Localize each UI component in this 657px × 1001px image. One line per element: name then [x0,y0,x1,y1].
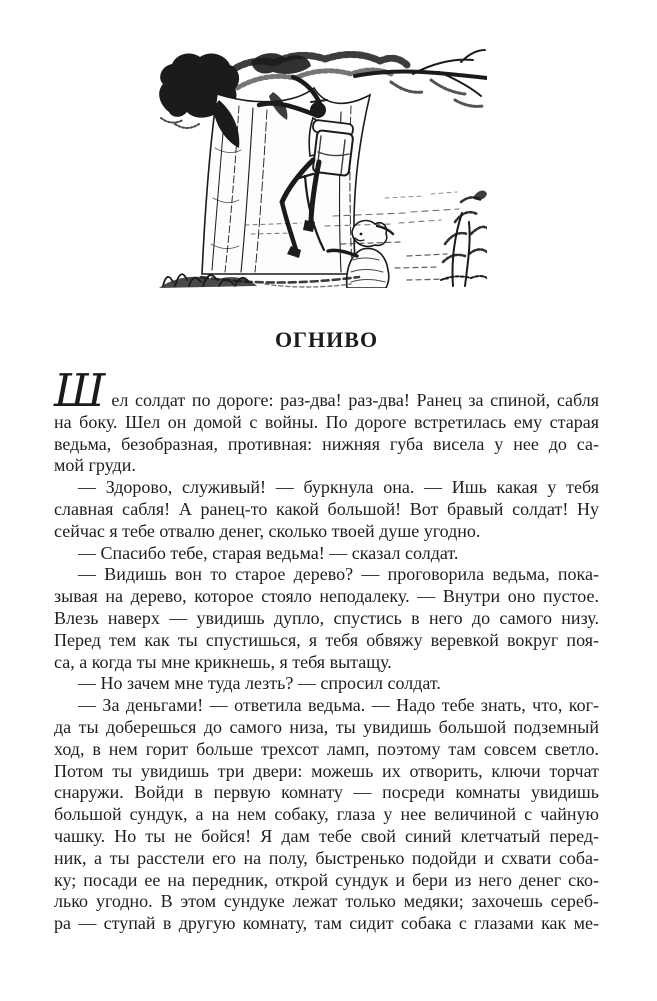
story-text [54,364,599,935]
text-line: славная сабля! А ранец-то какой большой! Вот бравый солдат! Ну [54,498,599,519]
text-line: чашку. Но ты не бойся! Я дам тебе свой синий клетчатый перед- [54,825,599,846]
text-line: зывая на дерево, которое стояло неподалеку. — Внутри оно пустое. [54,586,599,607]
text-line: Потом ты увидишь три двери: можешь их отворить, ключи торчат [54,760,599,781]
text-line: сейчас я тебе отвалю денег, сколько твоей душе угодно. [54,520,481,541]
paragraph [54,695,599,935]
paragraph [54,543,599,565]
engraving-soldier-tree-witch-icon [155,48,487,288]
text-line: — Спасибо тебе, старая ведьма! — сказал солдат. [78,542,459,563]
text-line: Влезь наверх — увидишь дупло, спустись в него до самого низу. [54,607,599,628]
paragraph [54,364,599,477]
text-line: — Но зачем мне туда лезть? — спросил солдат. [78,673,441,694]
text-line: лько угодно. В этом сундуке лежат только медяки; захочешь сереб- [54,891,599,912]
text-line: на боку. Шел он домой с войны. По дороге встретилась ему старая [54,411,599,432]
text-line: — Здорово, служивый! — буркнула она. — Ишь какая у тебя [78,477,599,498]
text-line: ку; посади ее на передник, открой сундук и бери из него денег ско- [54,869,599,890]
story-title: ОГНИВО [274,327,379,352]
text-line: — Видишь вон то старое дерево? — проговорила ведьма, пока- [78,564,599,585]
text-line: ход, в нем горит больше трехсот ламп, поэтому там совсем светло. [54,738,599,759]
text-line: Перед тем как ты спустишься, я тебя обвяжу веревкой вокруг поя- [54,629,599,650]
paragraph [54,673,599,695]
text-line: мой груди. [54,455,136,476]
text-line: — За деньгами! — ответила ведьма. — Надо тебе знать, что, ког- [78,695,599,716]
text-line: большой сундук, а на нем собаку, глаза у нее величиной с чайную [54,804,599,825]
paragraph [54,564,599,673]
drop-cap: Ш [54,364,106,417]
text-line: Шел солдат по дороге: раз-два! раз-два! Ранец за спиной, сабля [54,364,599,417]
text-line: са, а когда ты мне крикнешь, я тебя вытащу. [54,651,392,672]
text-line: да ты доберешься до самого низа, ты увидишь большой подземный [54,716,599,737]
text-line: ник, а ты расстели его на полу, быстренько подойди и схвати соба- [54,847,599,868]
text-line: ра — ступай в другую комнату, там сидит собака с глазами как ме- [54,913,599,934]
paragraph [54,477,599,542]
text-line: снаружи. Войди в первую комнату — посреди комнаты увидишь [54,782,599,803]
text-line: ведьма, безобразная, противная: нижняя губа висела у нее до са- [54,433,599,454]
story-illustration [155,48,487,288]
